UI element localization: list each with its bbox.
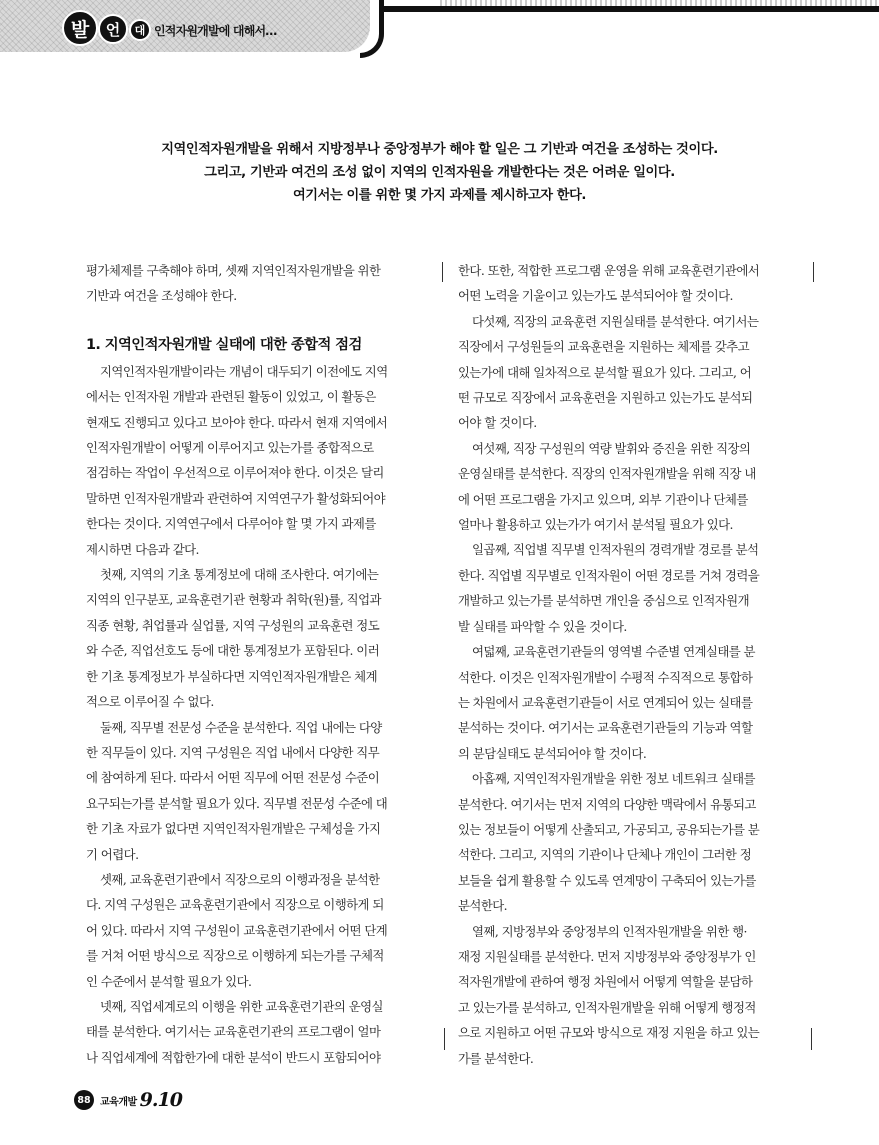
magazine-name: 교육개발 <box>100 1096 137 1108</box>
column-rule <box>813 262 814 282</box>
text-line: 나 직업세계에 적합한가에 대한 분석이 반드시 포함되어야 <box>86 1049 381 1065</box>
text-line: 를 거쳐 어떤 방식으로 직장으로 이행하게 되는가를 구체적 <box>86 948 384 964</box>
text-line: 적으로 이루어질 수 없다. <box>86 694 214 710</box>
text-line: 지역인적자원개발이라는 개념이 대두되기 이전에도 지역 <box>100 363 388 379</box>
text-line: 어야 할 것이다. <box>458 415 537 431</box>
text-line: 개발하고 있는가를 분석하면 개인을 중심으로 인적자원개 <box>458 593 750 609</box>
text-line: 직장에서 구성원들의 교육훈련을 지원하는 체제를 갖추고 <box>458 339 750 355</box>
header-title: 인적자원개발에 대해서… <box>154 24 277 38</box>
text-line: 으로 지원하고 어떤 규모와 방식으로 재정 지원을 하고 있는 <box>458 1025 760 1041</box>
page-number: 88 <box>74 1090 94 1110</box>
text-line: 여섯째, 직장 구성원의 역량 발휘와 증진을 위한 직장의 <box>472 440 751 456</box>
intro-block <box>80 138 799 207</box>
text-line: 아홉째, 지역인적자원개발을 위한 정보 네트워크 실태를 <box>472 771 755 787</box>
text-line: 어 있다. 따라서 지역 구성원이 교육훈련기관에서 어떤 단계 <box>86 922 388 938</box>
text-line: 한다. 또한, 적합한 프로그램 운영을 위해 교육훈련기관에서 <box>458 263 760 278</box>
text-line: 한다는 것이다. 지역연구에서 다루어야 할 몇 가지 과제를 <box>86 516 376 532</box>
paragraph <box>86 715 432 867</box>
header-rule <box>380 6 879 12</box>
text-line: 발 실태를 파악할 수 있을 것이다. <box>458 618 627 634</box>
paragraph <box>86 867 432 994</box>
text-line: 는 차원에서 교육훈련기관들이 서로 연계되어 있는 실태를 <box>458 694 753 710</box>
text-line: 기 어렵다. <box>86 846 139 862</box>
text-line: 의 분담실태도 분석되어야 할 것이다. <box>458 745 647 761</box>
section-heading: 1. 지역인적자원개발 실태에 대한 종합적 점검 <box>86 336 362 353</box>
text-line: 있는가에 대해 일차적으로 분석할 필요가 있다. 그리고, 어 <box>458 364 752 380</box>
text-line: 분석하는 것이다. 여기서는 교육훈련기관들의 기능과 역할 <box>458 720 753 736</box>
paragraph <box>458 258 806 309</box>
section-badge-1: 발 <box>62 10 98 46</box>
page-footer <box>74 1088 182 1112</box>
text-line: 제시하면 다음과 같다. <box>86 541 199 557</box>
text-line: 에서는 인적자원 개발과 관련된 활동이 있었고, 이 활동은 <box>86 389 376 405</box>
text-line: 여덟째, 교육훈련기관들의 영역별 수준별 연계실태를 분 <box>472 644 755 660</box>
text-line: 운영실태를 분석한다. 직장의 인적자원개발을 위해 직장 내 <box>458 466 756 482</box>
text-line: 한 직무들이 있다. 지역 구성원은 직업 내에서 다양한 직무 <box>86 744 380 760</box>
text-line: 석한다. 이것은 인적자원개발이 수평적 수직적으로 통합하 <box>458 669 753 685</box>
text-line: 다. 지역 구성원은 교육훈련기관에서 직장으로 이행하게 되 <box>86 897 384 913</box>
paragraph <box>86 258 432 309</box>
text-line: 말하면 인적자원개발과 관련하여 지역연구가 활성화되어야 <box>86 490 386 506</box>
text-line: 태를 분석한다. 여기서는 교육훈련기관의 프로그램이 얼마 <box>86 1024 381 1040</box>
text-line: 재정 지원실태를 분석한다. 먼저 지방정부와 중앙정부가 인 <box>458 948 756 964</box>
text-line: 와 수준, 직업선호도 등에 대한 통계정보가 포함된다. 이러 <box>86 643 380 659</box>
intro-line: 여기서는 이를 위한 몇 가지 과제를 제시하고자 한다. <box>292 188 587 203</box>
text-line: 석한다. 그리고, 지역의 기관이나 단체나 개인이 그러한 정 <box>458 847 752 863</box>
paragraph <box>458 537 806 639</box>
section-badge-2: 언 <box>98 14 128 44</box>
text-line: 현재도 진행되고 있다고 보아야 한다. 따라서 현재 지역에서 <box>86 414 388 430</box>
text-line: 고 있는가를 분석하고, 인적자원개발을 위해 어떻게 행정적 <box>458 999 756 1015</box>
left-column <box>86 258 432 1070</box>
intro-line: 지역인적자원개발을 위해서 지방정부나 중앙정부가 해야 할 일은 그 기반과 여건을 조성하는 것이다. <box>161 142 718 157</box>
text-line: 가를 분석한다. <box>458 1050 534 1066</box>
text-line: 있는 정보들이 어떻게 산출되고, 가공되고, 공유되는가를 분 <box>458 821 760 837</box>
text-line: 에 어떤 프로그램을 가지고 있으며, 외부 기관이나 단체를 <box>458 491 748 507</box>
text-line: 한다. 직업별 직무별로 인적자원이 어떤 경로를 거쳐 경력을 <box>458 567 760 583</box>
paragraph <box>458 766 806 918</box>
text-line: 둘째, 직무별 전문성 수준을 분석한다. 직업 내에는 다양 <box>100 719 382 735</box>
column-rule <box>811 1028 812 1050</box>
column-rule <box>442 262 443 282</box>
text-line: 일곱째, 직업별 직무별 인적자원의 경력개발 경로를 분석 <box>472 542 759 558</box>
paragraph <box>86 994 432 1070</box>
text-line: 인적자원개발이 어떻게 이루어지고 있는가를 종합적으로 <box>86 440 374 456</box>
text-line: 한 기초 자료가 없다면 지역인적자원개발은 구체성을 가지 <box>86 821 381 837</box>
text-line: 넷째, 직업세계로의 이행을 위한 교육훈련기관의 운영실 <box>100 998 383 1014</box>
paragraph <box>86 359 432 562</box>
text-line: 다섯째, 직장의 교육훈련 지원실태를 분석한다. 여기서는 <box>472 313 759 329</box>
text-line: 직종 현황, 취업률과 실업률, 지역 구성원의 교육훈련 정도 <box>86 617 380 633</box>
text-line: 셋째, 교육훈련기관에서 직장으로의 이행과정을 분석한 <box>100 871 380 887</box>
text-line: 인 수준에서 분석할 필요가 있다. <box>86 973 252 989</box>
paragraph <box>458 919 806 1071</box>
text-line: 적자원개발에 관하여 행정 차원에서 어떻게 역할을 분담하 <box>458 974 753 990</box>
paragraph <box>86 562 432 714</box>
text-line: 어떤 노력을 기울이고 있는가도 분석되어야 할 것이다. <box>458 288 733 304</box>
intro-line: 그리고, 기반과 여건의 조성 없이 지역의 인적자원을 개발한다는 것은 어려운 일이다. <box>204 165 675 180</box>
magazine-issue: 9.10 <box>139 1089 182 1111</box>
text-line: 떤 규모로 직장에서 교육훈련을 지원하고 있는가도 분석되 <box>458 390 753 406</box>
text-line: 보들을 쉽게 활용할 수 있도록 연계망이 구축되어 있는가를 <box>458 872 756 888</box>
column-rule <box>444 1028 445 1050</box>
text-line: 얼마나 활용하고 있는가가 여기서 분석될 필요가 있다. <box>458 517 733 533</box>
paragraph <box>458 436 806 538</box>
text-line: 한 기초 통계정보가 부실하다면 지역인적자원개발은 체계 <box>86 668 378 684</box>
page-header <box>0 0 879 62</box>
text-line: 요구되는가를 분석할 필요가 있다. 직무별 전문성 수준에 대 <box>86 795 388 811</box>
paragraph <box>458 639 806 766</box>
section-badge-3: 대 <box>129 19 151 41</box>
text-line: 에 참여하게 된다. 따라서 어떤 직무에 어떤 전문성 수준이 <box>86 770 380 786</box>
text-line: 열째, 지방정부와 중앙정부의 인적자원개발을 위한 행· <box>472 923 747 939</box>
text-line: 첫째, 지역의 기초 통계정보에 대해 조사한다. 여기에는 <box>100 567 379 583</box>
text-line: 분석한다. <box>458 898 508 914</box>
text-line: 기반과 여건을 조성해야 한다. <box>86 288 237 304</box>
right-column <box>458 258 806 1071</box>
text-line: 점검하는 작업이 우선적으로 이루어져야 한다. 이것은 달리 <box>86 465 384 481</box>
text-line: 분석한다. 여기서는 먼저 지역의 다양한 맥락에서 유통되고 <box>458 796 756 812</box>
paragraph <box>458 309 806 436</box>
text-line: 평가체제를 구축해야 하며, 셋째 지역인적자원개발을 위한 <box>86 263 381 278</box>
text-line: 지역의 인구분포, 교육훈련기관 현황과 취학(원)률, 직업과 <box>86 592 381 608</box>
